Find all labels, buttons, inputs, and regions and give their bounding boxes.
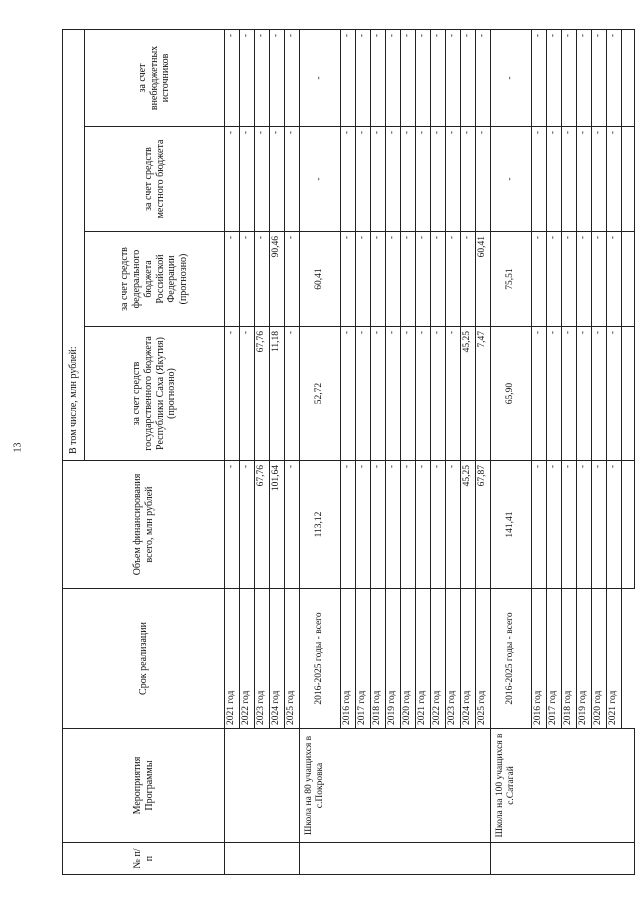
measure-name: Школа на 80 учащихся в с.Покровка [300, 729, 491, 843]
header-num: № п/п [63, 843, 225, 875]
republic-cell: - [532, 327, 547, 461]
header-in-that: В том числе, млн рублей: [63, 29, 85, 460]
total-cell: - [386, 461, 401, 589]
republic-cell: - [577, 327, 592, 461]
header-period: Срок реализации [63, 589, 225, 729]
republic-cell: 11,18 [270, 327, 285, 461]
total-cell: - [240, 461, 255, 589]
total-cell: 113,12 [300, 461, 341, 589]
total-cell: 67,87 [476, 461, 491, 589]
extra-cell: - [341, 29, 356, 126]
federal-cell: - [285, 232, 300, 327]
federal-cell: 90,46 [270, 232, 285, 327]
extra-cell: - [240, 29, 255, 126]
federal-cell: - [401, 232, 416, 327]
local-cell: - [300, 127, 341, 232]
header-local: за счет средств местного бюджета [85, 127, 225, 232]
financing-table [62, 29, 635, 875]
year-cell: 2018 год [371, 589, 386, 729]
republic-cell: - [446, 327, 461, 461]
federal-cell: - [446, 232, 461, 327]
total-cell: - [446, 461, 461, 589]
local-cell: - [532, 127, 547, 232]
local-cell: - [547, 127, 562, 232]
header-measures: Мероприятия Программы [63, 729, 225, 843]
total-cell: - [285, 461, 300, 589]
num-cell [491, 843, 635, 875]
header-republic: за счет средств государственного бюджета Республики Саха (Якутия) (прогнозно) [85, 327, 225, 461]
extra-cell: - [592, 29, 607, 126]
extra-cell [622, 29, 635, 126]
federal-cell: - [416, 232, 431, 327]
republic-cell: - [592, 327, 607, 461]
local-cell: - [607, 127, 622, 232]
extra-cell: - [461, 29, 476, 126]
total-cell: - [431, 461, 446, 589]
extra-cell: - [446, 29, 461, 126]
federal-cell: - [607, 232, 622, 327]
local-cell: - [476, 127, 491, 232]
federal-cell: 60,41 [300, 232, 341, 327]
table-body [225, 29, 635, 874]
year-cell: 2017 год [356, 589, 371, 729]
federal-cell: - [371, 232, 386, 327]
republic-cell: - [547, 327, 562, 461]
federal-cell: - [532, 232, 547, 327]
local-cell: - [461, 127, 476, 232]
page-number: 13 [12, 442, 24, 453]
federal-cell: 75,51 [491, 232, 532, 327]
local-cell: - [371, 127, 386, 232]
local-cell: - [225, 127, 240, 232]
federal-cell: - [562, 232, 577, 327]
year-cell: 2021 год [416, 589, 431, 729]
extra-cell: - [562, 29, 577, 126]
extra-cell: - [431, 29, 446, 126]
local-cell: - [562, 127, 577, 232]
total-cell: 45,25 [461, 461, 476, 589]
year-cell: 2019 год [577, 589, 592, 729]
republic-cell: - [356, 327, 371, 461]
local-cell: - [386, 127, 401, 232]
republic-cell: - [386, 327, 401, 461]
local-cell: - [431, 127, 446, 232]
measure-cell [225, 729, 300, 843]
total-cell [622, 461, 635, 589]
republic-cell: 7,47 [476, 327, 491, 461]
republic-cell: - [401, 327, 416, 461]
republic-cell: - [240, 327, 255, 461]
year-cell: 2021 год [225, 589, 240, 729]
extra-cell: - [300, 29, 341, 126]
total-cell: - [547, 461, 562, 589]
table-row-total [300, 29, 341, 874]
total-cell: - [371, 461, 386, 589]
year-cell: 2016-2025 годы - всего [300, 589, 341, 729]
total-cell: - [532, 461, 547, 589]
republic-cell: - [225, 327, 240, 461]
republic-cell: - [607, 327, 622, 461]
extra-cell: - [356, 29, 371, 126]
total-cell: - [577, 461, 592, 589]
local-cell: - [446, 127, 461, 232]
year-cell: 2025 год [285, 589, 300, 729]
federal-cell: - [547, 232, 562, 327]
federal-cell: - [225, 232, 240, 327]
federal-cell: - [592, 232, 607, 327]
extra-cell: - [416, 29, 431, 126]
local-cell: - [416, 127, 431, 232]
year-cell: 2019 год [386, 589, 401, 729]
total-cell: - [416, 461, 431, 589]
federal-cell: 60,41 [476, 232, 491, 327]
local-cell: - [401, 127, 416, 232]
federal-cell: - [577, 232, 592, 327]
header-federal: за счет средств федерального бюджета Российской Федерации (прогнозно) [85, 232, 225, 327]
total-cell: - [341, 461, 356, 589]
federal-cell: - [341, 232, 356, 327]
total-cell: 141,41 [491, 461, 532, 589]
extra-cell: - [532, 29, 547, 126]
table-header [63, 29, 225, 874]
federal-cell: - [356, 232, 371, 327]
table-row [225, 29, 240, 874]
year-cell: 2016 год [341, 589, 356, 729]
republic-cell: - [431, 327, 446, 461]
extra-cell: - [270, 29, 285, 126]
republic-cell: - [341, 327, 356, 461]
year-cell: 2017 год [547, 589, 562, 729]
extra-cell: - [285, 29, 300, 126]
local-cell: - [270, 127, 285, 232]
year-cell [622, 589, 635, 729]
total-cell: 67,76 [255, 461, 270, 589]
federal-cell: - [240, 232, 255, 327]
local-cell: - [240, 127, 255, 232]
year-cell: 2020 год [401, 589, 416, 729]
year-cell: 2023 год [255, 589, 270, 729]
local-cell: - [356, 127, 371, 232]
total-cell: - [225, 461, 240, 589]
total-cell: - [607, 461, 622, 589]
federal-cell: - [386, 232, 401, 327]
num-cell [300, 843, 491, 875]
extra-cell: - [476, 29, 491, 126]
year-cell: 2023 год [446, 589, 461, 729]
federal-cell: - [431, 232, 446, 327]
total-cell: - [592, 461, 607, 589]
republic-cell: 52,72 [300, 327, 341, 461]
extra-cell: - [225, 29, 240, 126]
republic-cell: - [562, 327, 577, 461]
local-cell: - [341, 127, 356, 232]
local-cell [622, 127, 635, 232]
republic-cell [622, 327, 635, 461]
extra-cell: - [255, 29, 270, 126]
table-row-total [491, 29, 532, 874]
year-cell: 2022 год [240, 589, 255, 729]
num-cell [225, 843, 300, 875]
year-cell: 2021 год [607, 589, 622, 729]
federal-cell: - [255, 232, 270, 327]
extra-cell: - [371, 29, 386, 126]
header-extra: за счет внебюджетных источников [85, 29, 225, 126]
local-cell: - [491, 127, 532, 232]
header-total: Объем финансирования всего, млн рублей [63, 461, 225, 589]
year-cell: 2024 год [270, 589, 285, 729]
extra-cell: - [607, 29, 622, 126]
extra-cell: - [386, 29, 401, 126]
federal-cell: - [461, 232, 476, 327]
local-cell: - [577, 127, 592, 232]
year-cell: 2016-2025 годы - всего [491, 589, 532, 729]
extra-cell: - [401, 29, 416, 126]
measure-name: Школа на 100 учащихся в с.Сатагай [491, 729, 635, 843]
year-cell: 2025 год [476, 589, 491, 729]
extra-cell: - [547, 29, 562, 126]
extra-cell: - [577, 29, 592, 126]
local-cell: - [255, 127, 270, 232]
year-cell: 2018 год [562, 589, 577, 729]
republic-cell: - [285, 327, 300, 461]
year-cell: 2024 год [461, 589, 476, 729]
extra-cell: - [491, 29, 532, 126]
republic-cell: - [371, 327, 386, 461]
year-cell: 2020 год [592, 589, 607, 729]
local-cell: - [285, 127, 300, 232]
total-cell: - [401, 461, 416, 589]
rotated-page [62, 30, 619, 875]
republic-cell: - [416, 327, 431, 461]
local-cell: - [592, 127, 607, 232]
year-cell: 2016 год [532, 589, 547, 729]
republic-cell: 67,76 [255, 327, 270, 461]
total-cell: 101,64 [270, 461, 285, 589]
total-cell: - [356, 461, 371, 589]
republic-cell: 45,25 [461, 327, 476, 461]
republic-cell: 65,90 [491, 327, 532, 461]
total-cell: - [562, 461, 577, 589]
year-cell: 2022 год [431, 589, 446, 729]
federal-cell [622, 232, 635, 327]
